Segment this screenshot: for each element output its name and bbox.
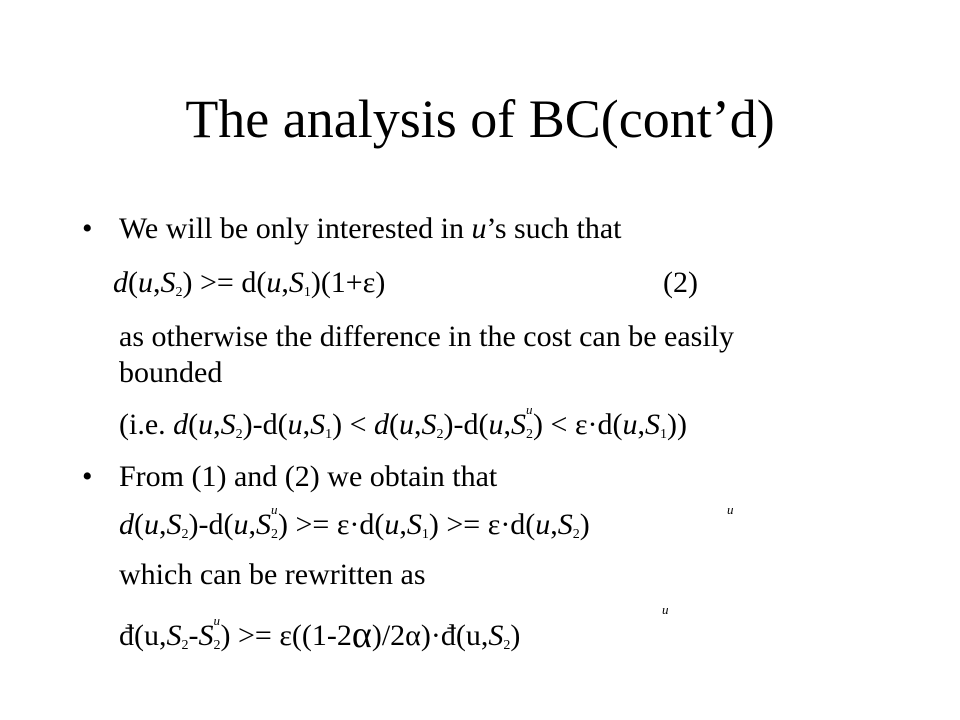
- slide-title: The analysis of BC(cont’d): [185, 89, 775, 149]
- bullet-1-lead: We will be only interested in: [119, 212, 472, 245]
- bullet-marker: •: [82, 460, 93, 493]
- bullet-1-text: [119, 214, 622, 244]
- bounded-line: bounded: [119, 356, 223, 389]
- bullet-2-text: From (1) and (2) we obtain that: [119, 460, 498, 493]
- bullet-1-var: u: [471, 212, 487, 245]
- ie-inequality: (i.e. d(u,S2)-d(u,S1) < d(u,S2)-d(u,S u 2) < ε·d(u,S1)): [119, 402, 688, 442]
- final-inequality: đ(u,S2-S u 2) >= ε((1-2α)/2α)·đ(u,S2): [119, 613, 521, 656]
- otherwise-line: as otherwise the difference in the cost can be easily: [119, 320, 735, 353]
- obtain-inequality: d(u,S2)-d(u,S u 2) >= ε·d(u,S1) >= ε·d(u,S2): [119, 502, 590, 542]
- equation-2: d(u,S2) >= d(u,S1)(1+ε): [113, 266, 386, 300]
- superscript-u: u: [662, 602, 669, 617]
- bullet-1-tail: ’s such that: [486, 212, 622, 245]
- superscript-u: u: [727, 502, 734, 517]
- rewritten-line: which can be rewritten as: [119, 558, 426, 591]
- bullet-marker: •: [82, 212, 93, 245]
- equation-2-label: (2): [663, 266, 698, 299]
